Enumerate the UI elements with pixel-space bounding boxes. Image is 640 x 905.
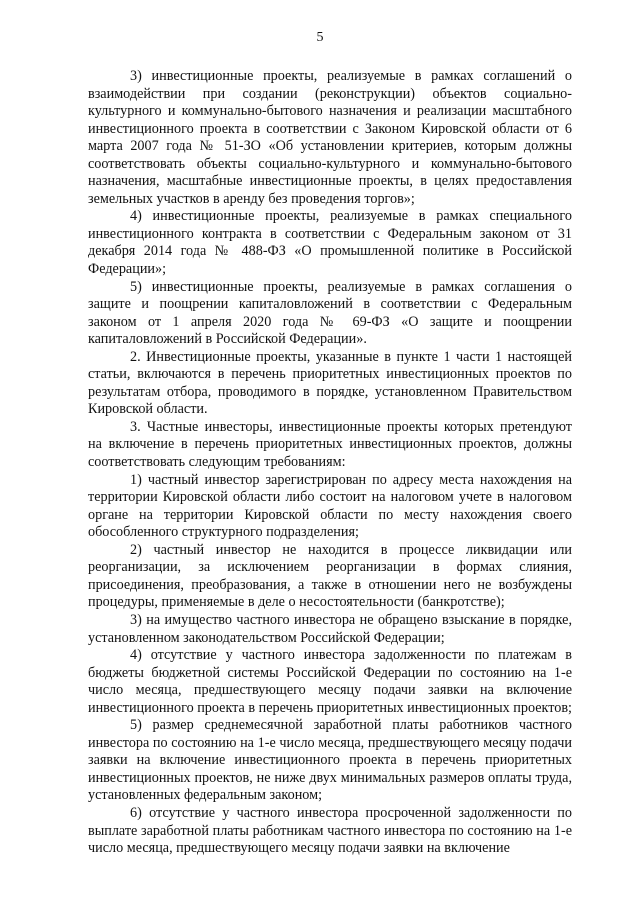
page-number: 5: [316, 30, 324, 45]
paragraph-part-2-otbor: 2. Инвестиционные проекты, указанные в пункте 1 части 1 настоящей статьи, включаются в перечень приоритетных инвестиционных проектов по результатам отбора, проводимого в порядке, установленном Правительством Кировской области.: [88, 348, 572, 418]
paragraph-item-5-zashchita-kapitalovlozhenii: 5) инвестиционные проекты, реализуемые в рамках соглашения о защите и поощрении капиталовложений в соответствии с Федеральным законом от 1 апреля 2020 года № 69-ФЗ «О защите и поощрении капиталовложений в Российской Федерации».: [88, 278, 572, 348]
paragraph-item-4-specialnyi-kontrakt: 4) инвестиционные проекты, реализуемые в рамках специального инвестиционного контракта в соответствии с Федеральным законом от 31 декабря 2014 года № 488-ФЗ «О промышленной политике в Российской Федерации»;: [88, 208, 572, 278]
paragraph-requirement-4: 4) отсутствие у частного инвестора задолженности по платежам в бюджеты бюджетной системы Российской Федерации по состоянию на 1-е число месяца, предшествующего месяцу подачи заявки на включение инвестиционного проекта в перечень приоритетных инвестиционных проектов;: [88, 647, 572, 716]
paragraph-requirement-2: 2) частный инвестор не находится в процессе ликвидации или реорганизации, за исключением реорганизации в формах слияния, присоединения, преобразования, а также в отношении него не возбуждены процедуры, применяемые в деле о несостоятельности (банкротстве);: [88, 541, 572, 611]
paragraph-requirement-3: 3) на имущество частного инвестора не обращено взыскание в порядке, установленном законодательством Российской Федерации;: [88, 611, 572, 646]
paragraph-requirement-5: 5) размер среднемесячной заработной платы работников частного инвестора по состоянию на 1-е число месяца, предшествующего месяцу подачи заявки на включение инвестиционного проекта в перечень приоритетных инвестиционных проектов, не ниже двух минимальных размеров оплаты труда, установленных федеральным законом;: [88, 717, 572, 804]
document-body: [88, 68, 572, 858]
paragraph-part-3-trebovaniya: 3. Частные инвесторы, инвестиционные проекты которых претендуют на включение в перечень приоритетных инвестиционных проектов, должны соответствовать следующим требованиям:: [88, 418, 572, 471]
paragraph-item-3-soglasheniya: 3) инвестиционные проекты, реализуемые в рамках соглашений о взаимодействии при создании (реконструкции) объектов социально-культурного и коммунально-бытового назначения и реализации масштабного инвестиционного проекта в соответствии с Законом Кировской области от 6 марта 2007 года № 51-ЗО «Об установлении критериев, которым должны соответствовать объекты социально-культурного и коммунально-бытового назначения, масштабные инвестиционные проекты, в целях предоставления земельных участков в аренду без проведения торгов»;: [88, 68, 572, 207]
paragraph-requirement-6: 6) отсутствие у частного инвестора просроченной задолженности по выплате заработной платы работникам частного инвестора по состоянию на 1-е число месяца, предшествующего месяцу подачи заявки на включение: [88, 804, 572, 857]
paragraph-requirement-1: 1) частный инвестор зарегистрирован по адресу места нахождения на территории Кировской области либо состоит на налоговом учете в налоговом органе на территории Кировской области по месту нахождения своего обособленного структурного подразделения;: [88, 471, 572, 541]
